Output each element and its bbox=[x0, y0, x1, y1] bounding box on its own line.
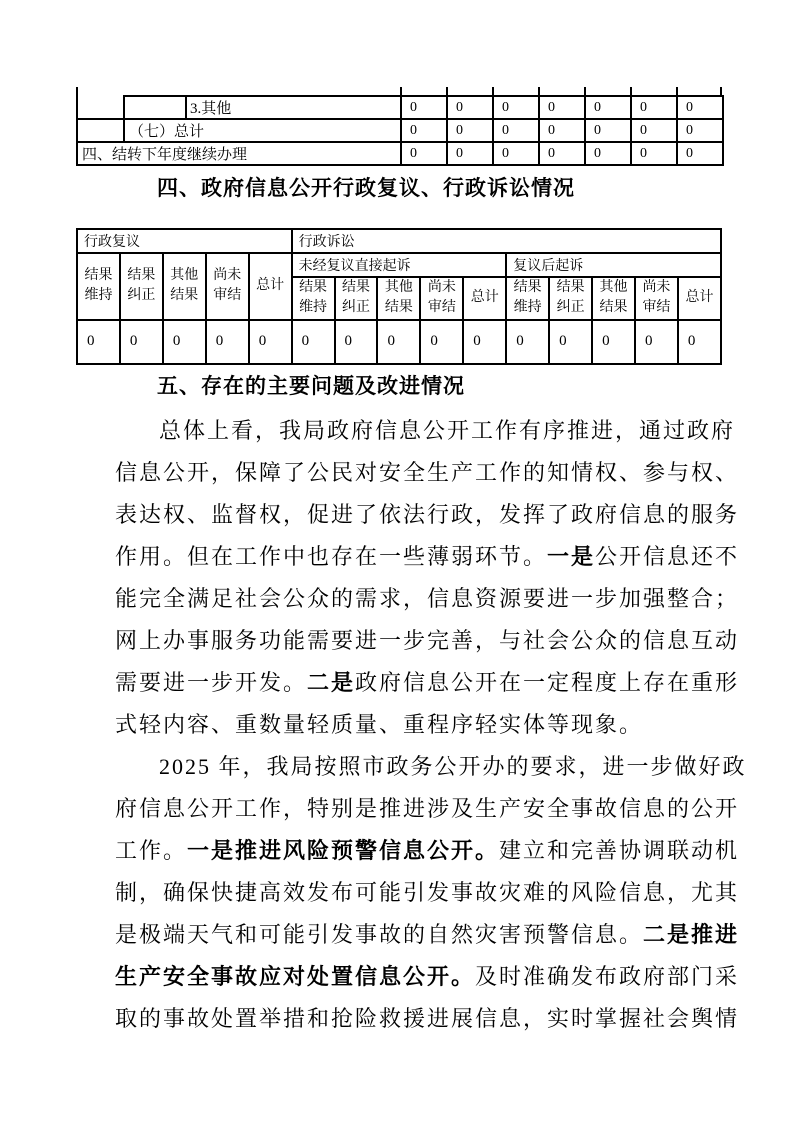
table-cell: 0 bbox=[493, 96, 539, 119]
column-header: 结果纠正 bbox=[549, 277, 592, 320]
text: 总体上看，我局政府信息公开工作有序推进，通过政府 bbox=[159, 418, 736, 443]
text: 建立和完善协调联动机 bbox=[499, 838, 740, 863]
table-row bbox=[77, 253, 721, 277]
table-cell: 0 bbox=[463, 320, 506, 364]
text: 取的事故处置举措和抢险救援进展信息，实时掌握社会舆情 bbox=[115, 1006, 740, 1031]
table-cell: 0 bbox=[631, 142, 677, 165]
bold-text: 二是 bbox=[307, 670, 356, 695]
table-cell: 0 bbox=[163, 320, 206, 364]
body-line bbox=[115, 998, 746, 1040]
table-row bbox=[77, 142, 723, 165]
table-cell: 0 bbox=[292, 320, 335, 364]
text: 府信息公开工作，特别是推进涉及生产安全事故信息的公开 bbox=[115, 796, 740, 821]
table-cell: 0 bbox=[539, 96, 585, 119]
table-cell: 0 bbox=[631, 119, 677, 142]
column-header: 结果维持 bbox=[292, 277, 335, 320]
table-cell: 0 bbox=[539, 142, 585, 165]
body-line bbox=[115, 746, 746, 788]
table-cell: 0 bbox=[401, 96, 447, 119]
table-cell: 0 bbox=[585, 142, 631, 165]
table-cell: 0 bbox=[206, 320, 249, 364]
table-cell bbox=[77, 96, 124, 119]
row-label: 四、结转下年度继续办理 bbox=[77, 142, 401, 165]
body-text bbox=[115, 410, 746, 1040]
body-line bbox=[115, 620, 746, 662]
text: 能完全满足社会公众的需求，信息资源要进一步加强整合； bbox=[115, 586, 740, 611]
column-header: 结果纠正 bbox=[335, 277, 378, 320]
table-cell: 0 bbox=[539, 119, 585, 142]
column-header: 尚未审结 bbox=[206, 253, 249, 320]
table-cell: 0 bbox=[635, 320, 678, 364]
column-header: 结果维持 bbox=[77, 253, 120, 320]
body-line bbox=[115, 662, 746, 704]
bold-text: 一是 bbox=[547, 544, 596, 569]
table-cell: 0 bbox=[493, 119, 539, 142]
row-label: （七）总计 bbox=[124, 119, 401, 142]
text: 工作。 bbox=[115, 838, 188, 863]
column-header: 结果维持 bbox=[506, 277, 549, 320]
table-cell: 0 bbox=[677, 119, 723, 142]
table-cell: 0 bbox=[447, 142, 493, 165]
column-header: 尚未审结 bbox=[420, 277, 463, 320]
table-cell: 0 bbox=[585, 119, 631, 142]
section-4-heading: 四、政府信息公开行政复议、行政诉讼情况 bbox=[157, 177, 575, 200]
section-5-heading: 五、存在的主要问题及改进情况 bbox=[157, 375, 465, 398]
table-cell: 0 bbox=[335, 320, 378, 364]
text: 网上办事服务功能需要进一步完善，与社会公众的信息互动 bbox=[115, 628, 740, 653]
body-line bbox=[115, 830, 746, 872]
table-row bbox=[77, 96, 723, 119]
review-litigation-table bbox=[76, 228, 722, 365]
column-header: 总计 bbox=[678, 277, 721, 320]
text: 作用。但在工作中也存在一些薄弱环节。 bbox=[115, 544, 548, 569]
column-header: 总计 bbox=[463, 277, 506, 320]
column-header: 尚未审结 bbox=[635, 277, 678, 320]
table-cell: 0 bbox=[631, 96, 677, 119]
column-header: 其他结果 bbox=[377, 277, 420, 320]
bold-text: 一是推进风险预警信息公开。 bbox=[187, 838, 500, 863]
body-line bbox=[115, 494, 746, 536]
text: 制，确保快捷高效发布可能引发事故灾难的风险信息，尤其 bbox=[115, 880, 740, 905]
body-line bbox=[115, 704, 746, 746]
table-cell: 0 bbox=[677, 142, 723, 165]
table-cell: 0 bbox=[401, 142, 447, 165]
text: 公开信息还不 bbox=[595, 544, 740, 569]
bold-text: 二是推进 bbox=[643, 922, 740, 947]
body-line bbox=[115, 914, 746, 956]
body-line bbox=[115, 872, 746, 914]
body-line bbox=[115, 578, 746, 620]
table-row bbox=[77, 229, 721, 253]
column-header: 其他结果 bbox=[163, 253, 206, 320]
carryover-table bbox=[76, 95, 724, 166]
table-cell: 0 bbox=[506, 320, 549, 364]
text: 政府信息公开在一定程度上存在重形 bbox=[355, 670, 740, 695]
table-cell: 0 bbox=[493, 142, 539, 165]
table-cell bbox=[124, 96, 186, 119]
table-cell: 0 bbox=[447, 96, 493, 119]
litigation-section-label: 行政诉讼 bbox=[292, 229, 721, 253]
body-line bbox=[115, 410, 746, 452]
table-cell: 0 bbox=[120, 320, 163, 364]
table-cell: 0 bbox=[549, 320, 592, 364]
table-cell: 0 bbox=[377, 320, 420, 364]
text: 表达权、监督权，促进了依法行政，发挥了政府信息的服务 bbox=[115, 502, 740, 527]
text: 及时准确发布政府部门采 bbox=[475, 964, 740, 989]
direct-suit-label: 未经复议直接起诉 bbox=[292, 253, 507, 277]
bold-text: 生产安全事故应对处置信息公开。 bbox=[115, 964, 476, 989]
body-line bbox=[115, 536, 746, 578]
table-cell bbox=[77, 119, 124, 142]
text: 是极端天气和可能引发事故的自然灾害预警信息。 bbox=[115, 922, 644, 947]
column-header: 总计 bbox=[249, 253, 292, 320]
table-row bbox=[77, 320, 721, 364]
review-section-label: 行政复议 bbox=[77, 229, 292, 253]
body-line bbox=[115, 956, 746, 998]
table-cell: 0 bbox=[592, 320, 635, 364]
after-review-suit-label: 复议后起诉 bbox=[506, 253, 721, 277]
column-header: 结果纠正 bbox=[120, 253, 163, 320]
text: 2025 年，我局按照市政务公开办的要求，进一步做好政 bbox=[159, 754, 747, 779]
text: 式轻内容、重数量轻质量、重程序轻实体等现象。 bbox=[115, 712, 644, 737]
text: 信息公开，保障了公民对安全生产工作的知情权、参与权、 bbox=[115, 460, 740, 485]
body-line bbox=[115, 452, 746, 494]
table-cell: 0 bbox=[447, 119, 493, 142]
table-row bbox=[77, 119, 723, 142]
table-cell: 0 bbox=[677, 96, 723, 119]
table-cell: 0 bbox=[420, 320, 463, 364]
table-cell: 0 bbox=[249, 320, 292, 364]
column-header: 其他结果 bbox=[592, 277, 635, 320]
row-label: 3.其他 bbox=[186, 96, 401, 119]
table-cell: 0 bbox=[585, 96, 631, 119]
table-cell: 0 bbox=[77, 320, 120, 364]
table-cell: 0 bbox=[678, 320, 721, 364]
body-line bbox=[115, 788, 746, 830]
table-cell: 0 bbox=[401, 119, 447, 142]
text: 需要进一步开发。 bbox=[115, 670, 308, 695]
